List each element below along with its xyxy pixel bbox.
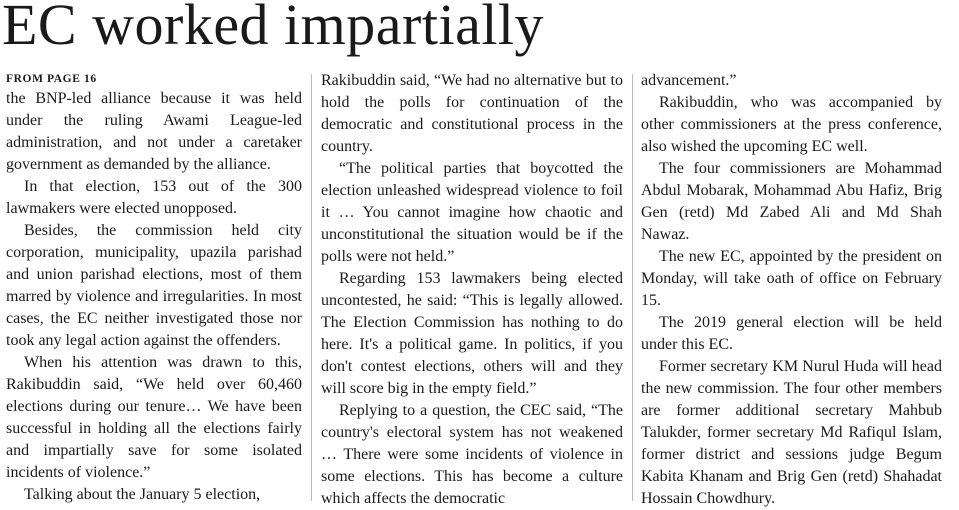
paragraph: Replying to a question, the CEC said, “The country's electoral system has not weakened … There were some incidents of violence in some elections. This has become a culture which affects the democratic <box>321 402 623 507</box>
paragraph: When his attention was drawn to this, Rakibuddin said, “We held over 60,460 elections during our tenure… We have been successful in holding all the elections fairly and impartially save for some isolated incidents of violence.” <box>6 354 302 481</box>
article-column-3 <box>641 70 942 510</box>
column-divider <box>632 74 633 501</box>
paragraph: The 2019 general election will be held under this EC. <box>641 314 942 353</box>
paragraph: Rakibuddin said, “We had no alternative but to hold the polls for continuation of the democratic and constitutional process in the country. <box>321 72 623 155</box>
paragraph: In that election, 153 out of the 300 lawmakers were elected unopposed. <box>6 178 302 217</box>
continuation-kicker: FROM PAGE 16 <box>6 73 97 85</box>
paragraph: The four commissioners are Mohammad Abdul Mobarak, Mohammad Abu Hafiz, Brig Gen (retd) Md Zabed Ali and Md Shah Nawaz. <box>641 160 942 243</box>
paragraph: Former secretary KM Nurul Huda will head the new commission. The four other members are former additional secretary Mahbub Talukder, former secretary Md Rafiqul Islam, former district and sessions judge Begum Kabita Khanam and Brig Gen (retd) Shahadat Hossain Chowdhury. <box>641 358 942 507</box>
paragraph: The new EC, appointed by the president on Monday, will take oath of office on February 15. <box>641 248 942 309</box>
paragraph: Talking about the January 5 election, <box>24 486 261 503</box>
article-column-2 <box>321 70 623 510</box>
article-headline: EC worked impartially <box>2 0 545 57</box>
paragraph: the BNP-led alliance because it was held under the ruling Awami League-led administration, and not under a caretaker government as demanded by the alliance. <box>6 90 302 173</box>
paragraph: Regarding 153 lawmakers being elected uncontested, he said: “This is legally allowed. The Election Commission has nothing to do here. It's a political game. In politics, if you don't contest elections, others will and they will score big in the empty field.” <box>321 270 623 397</box>
column-divider <box>311 74 312 501</box>
paragraph: “The political parties that boycotted the election unleashed widespread violence to foil it … You cannot imagine how chaotic and unconstitutional the situation would be if the polls were not held.” <box>321 160 623 265</box>
article-column-1 <box>6 88 302 506</box>
paragraph: advancement.” <box>641 72 737 89</box>
paragraph: Rakibuddin, who was accompanied by other commissioners at the press conference, also wished the upcoming EC well. <box>641 94 942 155</box>
paragraph: Besides, the commission held city corporation, municipality, upazila parishad and union parishad elections, most of them marred by violence and irregularities. In most cases, the EC neither investigated those nor took any legal action against the offenders. <box>6 222 302 349</box>
